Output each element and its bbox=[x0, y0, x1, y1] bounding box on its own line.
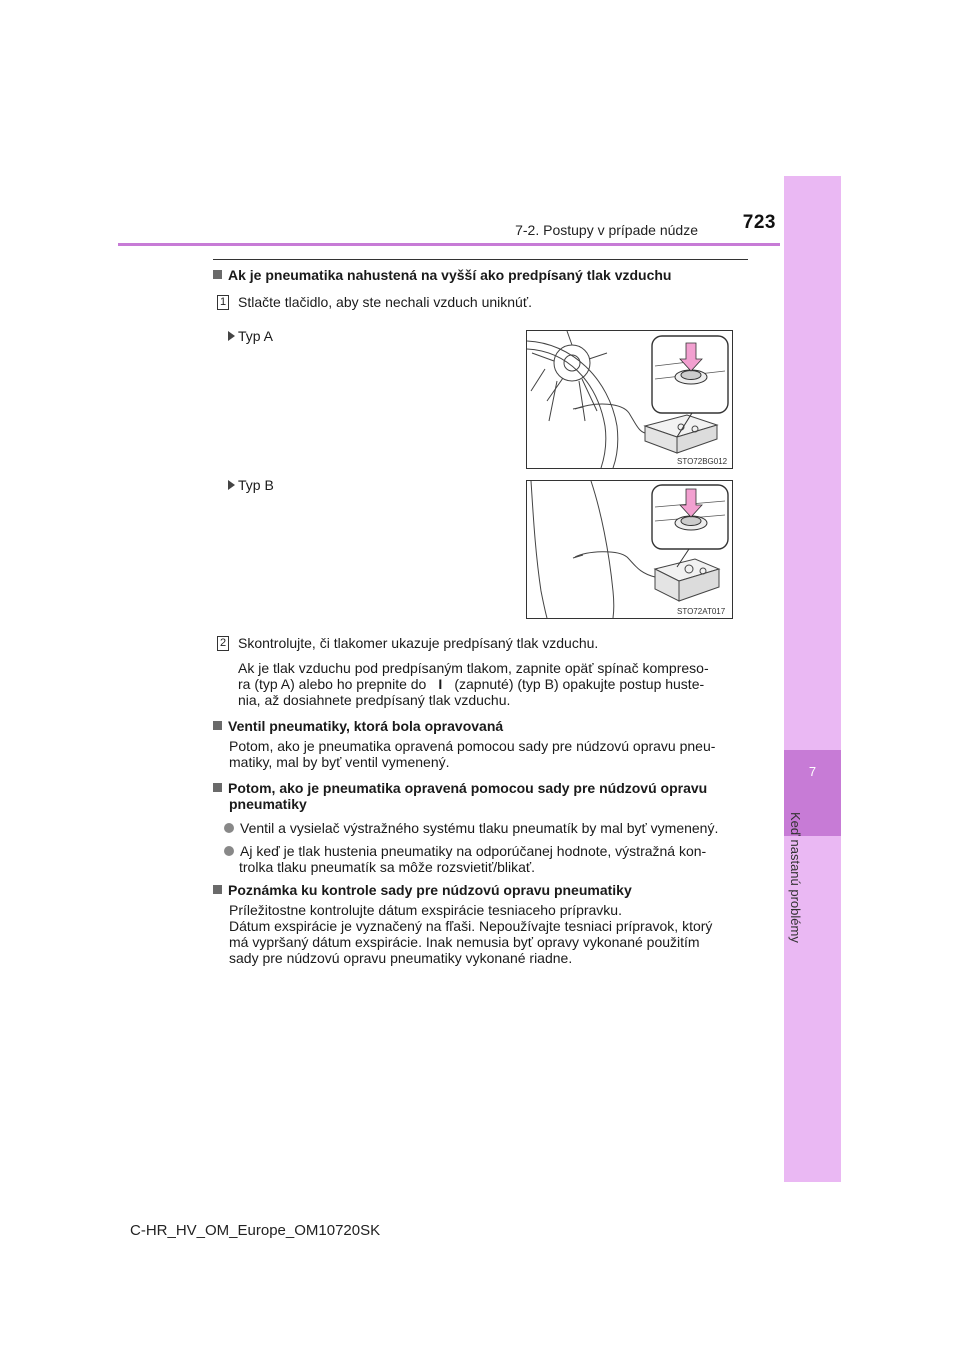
bullet-item-1 bbox=[224, 820, 754, 836]
heading-valve bbox=[213, 718, 753, 734]
square-bullet-icon bbox=[213, 885, 222, 894]
kit-line-2: Dátum exspirácie je vyznačený na fľaši. Nepoužívajte tesniaci prípravok, ktorý bbox=[229, 918, 713, 934]
type-b-text: Typ B bbox=[238, 477, 274, 493]
on-switch-symbol: I bbox=[438, 676, 443, 692]
bullet-item-2 bbox=[224, 843, 754, 875]
heading-kit-check bbox=[213, 882, 753, 898]
valve-line-1: Potom, ako je pneumatika opravená pomocou sady pre núdzovú opravu pneu- bbox=[229, 738, 716, 754]
figure-code: STO72BG012 bbox=[677, 457, 728, 466]
figure-type-b bbox=[526, 480, 733, 619]
chapter-number: 7 bbox=[808, 764, 817, 779]
step2-line-2b: (zapnuté) (typ B) opakujte postup huste- bbox=[454, 676, 705, 692]
triangle-bullet-icon bbox=[228, 480, 235, 490]
step2-line-3: nia, až dosiahnete predpísaný tlak vzduchu. bbox=[238, 692, 511, 708]
document-code: C-HR_HV_OM_Europe_OM10720SK bbox=[130, 1222, 381, 1239]
heading-text: Poznámka ku kontrole sady pre núdzovú opravu pneumatiky bbox=[228, 882, 632, 898]
chapter-tab bbox=[784, 176, 841, 1182]
step-number-box: 1 bbox=[217, 295, 229, 310]
type-a-text: Typ A bbox=[238, 328, 274, 344]
step2-line-2a: ra (typ A) alebo ho prepnite do bbox=[238, 676, 427, 692]
heading-text: Ventil pneumatiky, ktorá bola opravovaná bbox=[228, 718, 504, 734]
round-bullet-icon bbox=[224, 823, 234, 833]
step2-line-2 bbox=[238, 676, 748, 692]
kit-line-3: má vypršaný dátum exspirácie. Inak nemusia byť opravy vykonané použitím bbox=[229, 934, 700, 950]
bullet-text-2a: Aj keď je tlak hustenia pneumatiky na odporúčanej hodnote, výstražná kon- bbox=[240, 843, 707, 859]
square-bullet-icon bbox=[213, 721, 222, 730]
figure-type-a bbox=[526, 330, 733, 469]
heading-text: Ak je pneumatika nahustená na vyšší ako predpísaný tlak vzduchu bbox=[228, 267, 672, 283]
content-rule bbox=[213, 259, 748, 260]
type-b-label bbox=[228, 477, 274, 493]
triangle-bullet-icon bbox=[228, 331, 235, 341]
step-number-box: 2 bbox=[217, 636, 229, 651]
figure-code: STO72AT017 bbox=[677, 607, 726, 616]
compressor-type-b-illustration bbox=[527, 481, 732, 618]
bullet-text-2b: trolka tlaku pneumatík sa môže rozsvietiť/blikať. bbox=[239, 859, 536, 875]
round-bullet-icon bbox=[224, 846, 234, 856]
step2-paragraph bbox=[238, 660, 748, 708]
section-title: 7-2. Postupy v prípade núdze bbox=[515, 222, 698, 238]
square-bullet-icon bbox=[213, 783, 222, 792]
chapter-title: Keď nastanú problémy bbox=[788, 812, 803, 943]
kit-line-4: sady pre núdzovú opravu pneumatiky vykonané riadne. bbox=[229, 950, 573, 966]
heading-after-repair-line-1 bbox=[213, 780, 753, 796]
step2-text: Skontrolujte, či tlakomer ukazuje predpísaný tlak vzduchu. bbox=[238, 635, 599, 651]
type-a-label bbox=[228, 328, 273, 344]
page-number: 723 bbox=[742, 212, 776, 233]
kit-line-1: Príležitostne kontrolujte dátum exspirácie tesniaceho prípravku. bbox=[229, 902, 622, 918]
heading-after-repair-line-2: pneumatiky bbox=[229, 796, 307, 812]
header-rule bbox=[118, 243, 780, 246]
square-bullet-icon bbox=[213, 270, 222, 279]
valve-line-2: matiky, mal by byť ventil vymenený. bbox=[229, 754, 450, 770]
step2-line-1: Ak je tlak vzduchu pod predpísaným tlakom, zapnite opäť spínač kompreso- bbox=[238, 660, 709, 676]
kit-check-paragraph bbox=[229, 902, 749, 966]
heading-after-repair bbox=[213, 780, 753, 812]
bullet-text-1: Ventil a vysielač výstražného systému tlaku pneumatík by mal byť vymenený. bbox=[240, 820, 719, 836]
step1-text: Stlačte tlačidlo, aby ste nechali vzduch uniknúť. bbox=[238, 294, 532, 310]
valve-paragraph bbox=[229, 738, 749, 770]
compressor-type-a-illustration bbox=[527, 331, 732, 468]
heading-overinflated bbox=[213, 267, 753, 283]
heading-text: Potom, ako je pneumatika opravená pomocou sady pre núdzovú opravu bbox=[228, 780, 708, 796]
